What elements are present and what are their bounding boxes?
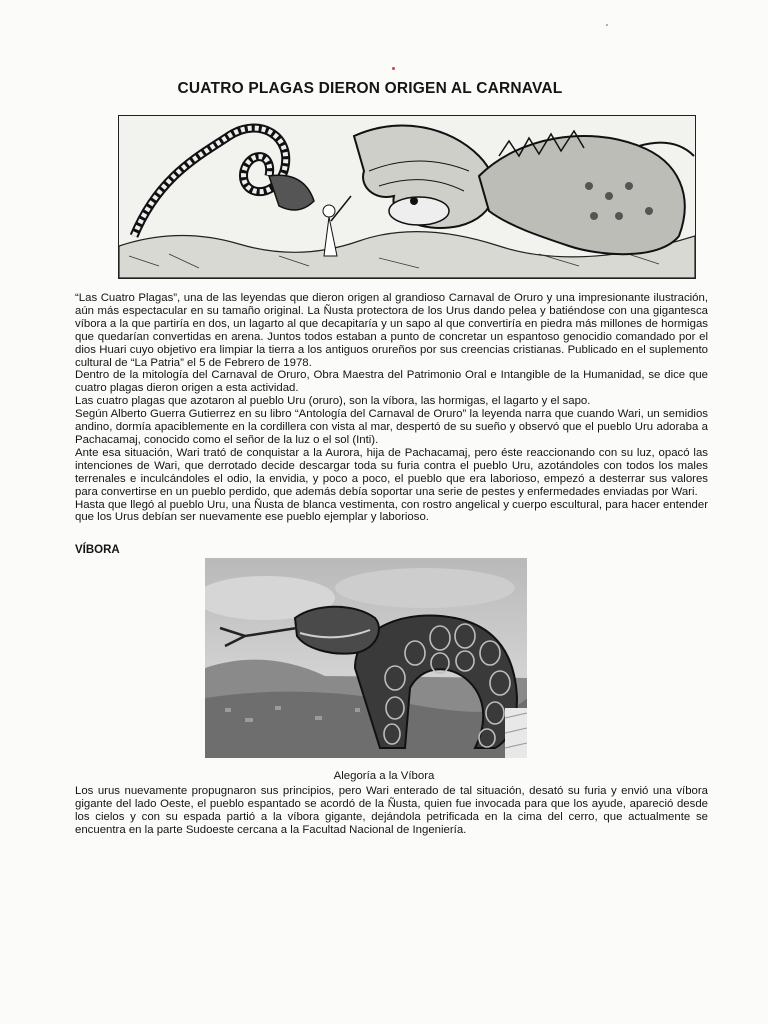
photo-caption: Alegoría a la Víbora (333, 770, 435, 782)
paragraph: Según Alberto Guerra Gutierrez en su libro “Antología del Carnaval de Oruro” la leyenda narra que cuando Wari, un semidios andino, dormía apaciblemente en la cordillera con vista al mar, despertó de su sueño y observó que el pueblo Uru adoraba a Pachacamaj, conocido como el señor de la luz o el sol (Inti). (75, 408, 708, 446)
paragraph: Los urus nuevamente propugnaron sus principios, pero Wari enterado de tal situación, desató su furia y envió una víbora gigante del lado Oeste, el pueblo espantado se acordó de la Ñusta, quien fue invocada para que los ayude, apareció desde los cielos y con su espada partió a la víbora gigante, dejándola petrificada en la cima del cerro, que actualmente se encuentra en la parte Sudoeste cercana a la Facultad Nacional de Ingeniería. (75, 785, 708, 836)
paragraph: Hasta que llegó al pueblo Uru, una Ñusta de blanca vestimenta, con rostro angelical y cuerpo escultural, para hacer entender que los Urus debían ser nuevamente ese pueblo ejemplar y laborioso. (75, 498, 708, 524)
intro-text (75, 292, 708, 524)
section-title: VÍBORA (75, 544, 120, 556)
paragraph: Ante esa situación, Wari trató de conquistar a la Aurora, hija de Pachacamaj, pero éste reaccionando con su luz, opacó las intenciones de Wari, que derrotado decide descargar toda su furia contra el pueblo Uru, azotándoles con todos los males terrenales e inculcándoles el odio, la envidia, y poco a poco, el pueblo que era laborioso, empezó a desterrar sus valores para convertirse en un pueblo perdido, que además debía soportar una serie de pestes y enfermedades enviadas por Wari. (75, 446, 708, 498)
paragraph: “Las Cuatro Plagas”, una de las leyendas que dieron origen al grandioso Carnaval de Oruro y una impresionante ilustración, aún más espectacular en su tamaño original. La Ñusta protectora de los Urus dando pelea y batiéndose con una gigantesca víbora a la que partiría en dos, un lagarto al que decapitaría y un sapo al que convertiría en piedra más millones de hormigas que quedarían convertidas en arena. Juntos todos estaban a punto de concretar un espantoso genocidio comandado por el dios Huari cuyo objetivo era limpiar la tierra a los antiguos orureños por sus creencias cristianas. Publicado en el suplemento cultural de “La Patria” el 5 de Febrero de 1978. (75, 292, 708, 369)
four-plagues-illustration (118, 115, 696, 279)
paragraph: Las cuatro plagas que azotaron al pueblo Uru (oruro), son la víbora, las hormigas, el lagarto y el sapo. (75, 395, 591, 408)
page-title: CUATRO PLAGAS DIERON ORIGEN AL CARNAVAL (177, 80, 563, 97)
paragraph: Dentro de la mitología del Carnaval de Oruro, Obra Maestra del Patrimonio Oral e Intangible de la Humanidad, se dice que cuatro plagas dieron origen a esta actividad. (75, 369, 708, 395)
legend-text (75, 785, 708, 837)
serpent-sculpture-photo (205, 558, 527, 758)
